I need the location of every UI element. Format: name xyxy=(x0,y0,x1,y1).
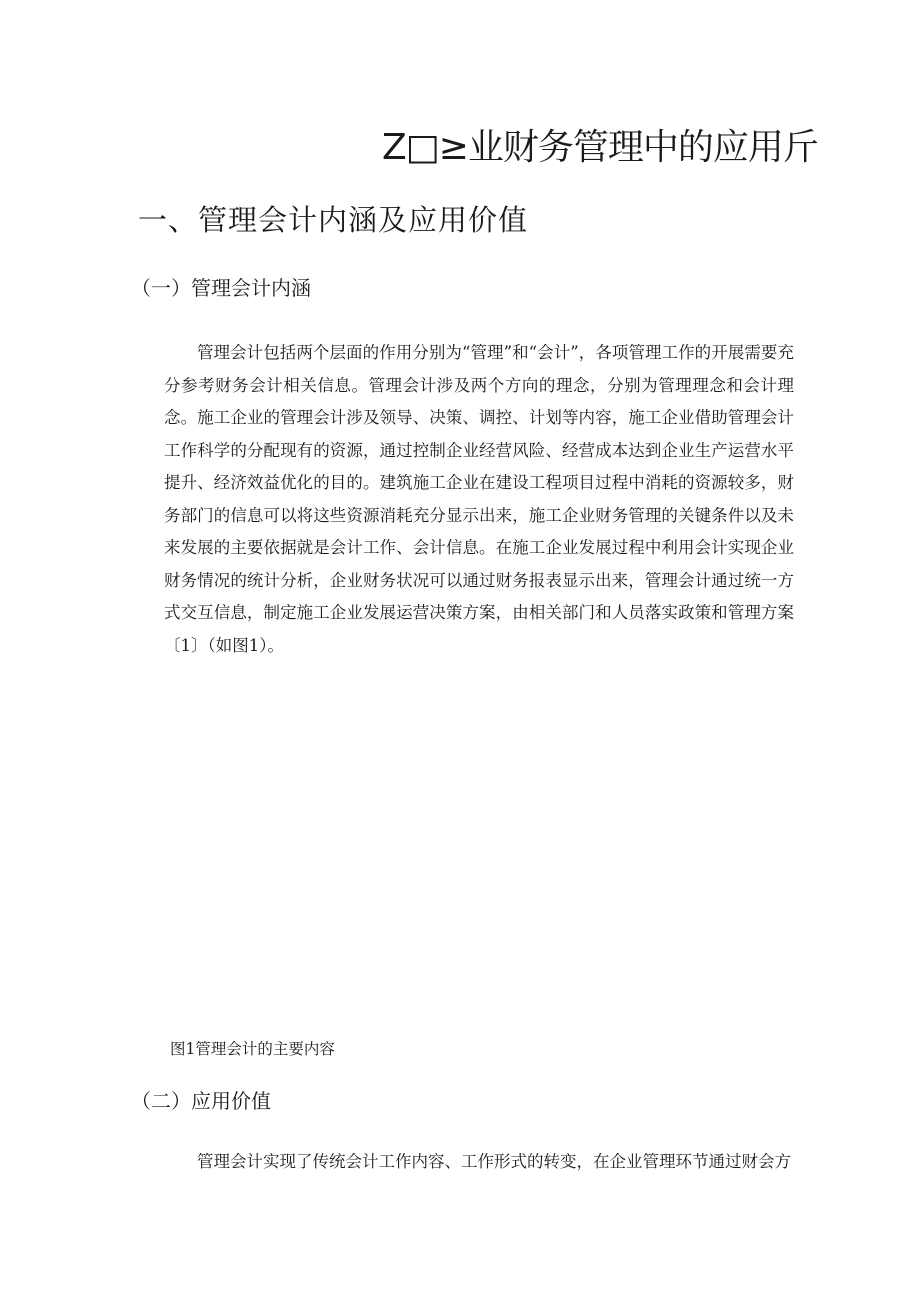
body-paragraph-2: 管理会计实现了传统会计工作内容、工作形式的转变，在企业管理环节通过财会方 xyxy=(197,1152,791,1171)
body-paragraph-1: 管理会计包括两个层面的作用分别为“管理”和“会计”，各项管理工作的开展需要充分参考财务会计相关信息。管理会计涉及两个方向的理念，分别为管理理念和会计理念。施工企业的管理会计涉及领导、决策、调控、计划等内容，施工企业借助管理会计工作科学的分配现有的资源，通过控制企业经营风险、经营成本达到企业生产运营水平提升、经济效益优化的目的。建筑施工企业在建设工程项目过程中消耗的资源较多，财务部门的信息可以将这些资源消耗充分显示出来，施工企业财务管理的关键条件以及未来发展的主要依据就是会计工作、会计信息。在施工企业发展过程中利用会计实现企业财务情况的统计分析，企业财务状况可以通过财务报表显示出来，管理会计通过统一方式交互信息，制定施工企业发展运营决策方案，由相关部门和人员落实政策和管理方案〔1〕（如图1）。 xyxy=(164,343,794,655)
document-title: Z□≥业财务管理中的应用斤 xyxy=(382,127,818,168)
section-heading-1: 一、管理会计内涵及应用价值 xyxy=(138,203,529,237)
figure-caption: 图1管理会计的主要内容 xyxy=(170,1040,335,1058)
figure-placeholder xyxy=(164,720,794,1020)
subsection-heading-1: （一）管理会计内涵 xyxy=(131,276,311,300)
subsection-heading-2: （二）应用价值 xyxy=(131,1089,271,1113)
